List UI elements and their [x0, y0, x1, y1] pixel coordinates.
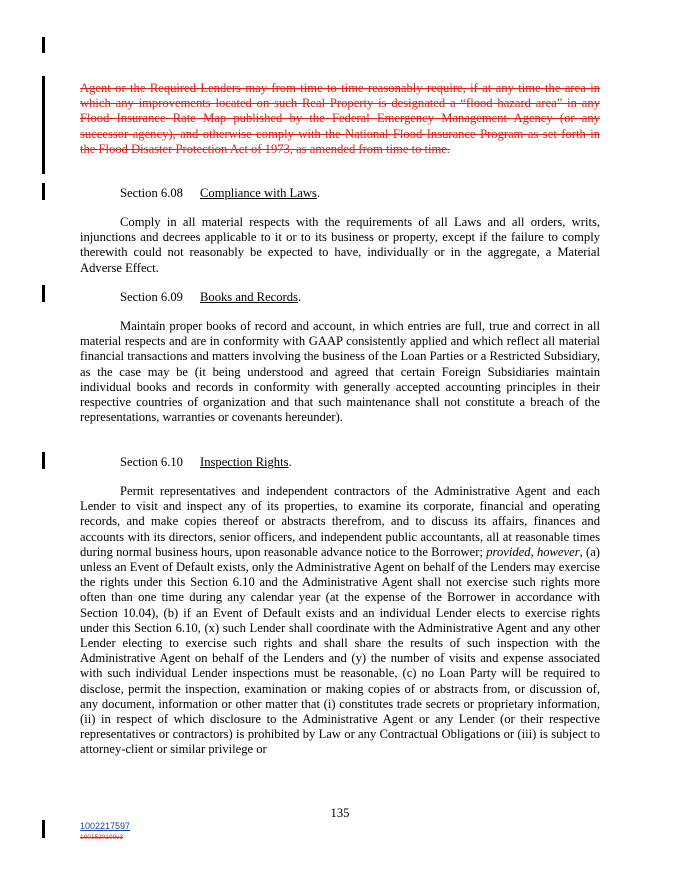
section-body: Maintain proper books of record and account, in which entries are full, true and correct in all material respects and are in conformity with GAAP consistently applied and which reflect all material financial transactions and matters involving the business of the Loan Parties or a Restricted Subsidiary, as the case may be (it being understood and agreed that certain Foreign Subsidiaries maintain individual books and records in conformity with generally accepted accounting principles in their respective countries of organization and that such maintenance shall not constitute a breach of the representations, warranties or covenants hereunder).: [80, 319, 600, 425]
document-id-deleted: 1001520109v3: [80, 834, 124, 841]
section-body: Comply in all material respects with the requirements of all Laws and all orders, writs, injunctions and decrees applicable to it or to its business or property, except if the failure to comply therewith could not reasonably be expected to have, individually or in the aggregate, a Material Adverse Effect.: [80, 215, 600, 275]
body-italic: however: [536, 544, 580, 559]
section-body: Permit representatives and independent contractors of the Administrative Agent and each Lender to visit and inspect any of its properties, to examine its corporate, financial and operating records, and make copies thereof or abstracts therefrom, and to discuss its affairs, finances and accounts with its directors, senior officers, and independent public accountants, all at reasonable times during normal business hours, upon reasonable advance notice to the Borrower; provided, however, (a) unless an Event of Default exists, only the Administrative Agent on behalf of the Lenders may exercise the rights under this Section 6.10 and the Administrative Agent shall not exercise such rights more often than one time during any calendar year (at the expense of the Borrower in accordance with Section 10.04), (b) if an Event of Default exists and an individual Lender elects to exercise rights under this Section 6.10, (x) such Lender shall coordinate with the Administrative Agent and any other Lender electing to exercise such rights and shall share the results of such inspection with the Administrative Agent on behalf of the Lenders and (y) the number of visits and expense associated with such individual Lender inspections must be reasonable, (c) no Loan Party will be required to disclose, permit the inspection, examination or making copies of or abstracts from, or discussion of, any document, information or other matter that (i) constitutes trade secrets or proprietary information, (ii) in respect of which disclosure to the Administrative Agent or any Lender (or their respective representatives or contractors) is prohibited by Law or any Contractual Obligations or (iii) is subject to attorney-client or similar privilege or: [80, 484, 600, 757]
section-number: Section 6.09: [120, 290, 183, 304]
section-heading: Section 6.08 Compliance with Laws.: [120, 186, 320, 200]
page-number: 135: [330, 806, 350, 820]
section-number: Section 6.08: [120, 186, 183, 200]
section-title: Compliance with Laws: [200, 186, 317, 200]
section-number: Section 6.10: [120, 455, 183, 469]
section-heading: Section 6.09 Books and Records.: [120, 290, 302, 304]
body-italic: provided: [486, 544, 531, 559]
deleted-paragraph: Agent or the Required Lenders may from time to time reasonably require, if at any time the area in which any improvements located on such Real Property is designated a “flood hazard area” in any Flood Insurance Rate Map published by the Federal Emergency Management Agency (or any successor agency), and otherwise comply with the National Flood Insurance Program as set forth in the Flood Disaster Protection Act of 1973, as amended from time to time.: [80, 81, 600, 156]
section-title: Inspection Rights: [200, 455, 289, 469]
change-bar: [42, 820, 45, 838]
section-heading: Section 6.10 Inspection Rights.: [120, 455, 292, 469]
change-bar: [42, 37, 45, 53]
change-bar: [42, 183, 45, 200]
body-text: , (a) unless an Event of Default exists, only the Administrative Agent on behalf of the Lenders may exercise the rights under this Section 6.10 and the Administrative Agent shall not exercise such rights more often than one time during any calendar year (at the expense of the Borrower in accordance with Section 10.04), (b) if an Event of Default exists and an individual Lender elects to exercise rights under this Section 6.10, (x) such Lender shall coordinate with the Administrative Agent and any other Lender electing to exercise such rights and shall share the results of such inspection with the Administrative Agent on behalf of the Lenders and (y) the number of visits and expense associated with such individual Lender inspections must be reasonable, (c) no Loan Party will be required to disclose, permit the inspection, examination or making copies of or abstracts from, or discussion of, any document, information or other matter that (i) constitutes trade secrets or proprietary information, (ii) in respect of which disclosure to the Administrative Agent or any Lender (or their respective representatives or contractors) is prohibited by Law or any Contractual Obligations or (iii) is subject to attorney-client or similar privilege or: [80, 544, 600, 757]
body-text: Permit representatives and independent contractors of the Administrative Agent and each Lender to visit and inspect any of its properties, to examine its corporate, financial and operating records, and make copies thereof or abstracts therefrom, and to discuss its affairs, finances and accounts with its directors, senior officers, and independent public accountants, all at reasonable times during normal business hours, upon reasonable advance notice to the Borrower;: [80, 484, 600, 559]
change-bar: [42, 452, 45, 469]
document-id: 1002217597: [80, 821, 131, 831]
section-title: Books and Records: [200, 290, 298, 304]
change-bar: [42, 285, 45, 302]
change-bar: [42, 76, 45, 174]
